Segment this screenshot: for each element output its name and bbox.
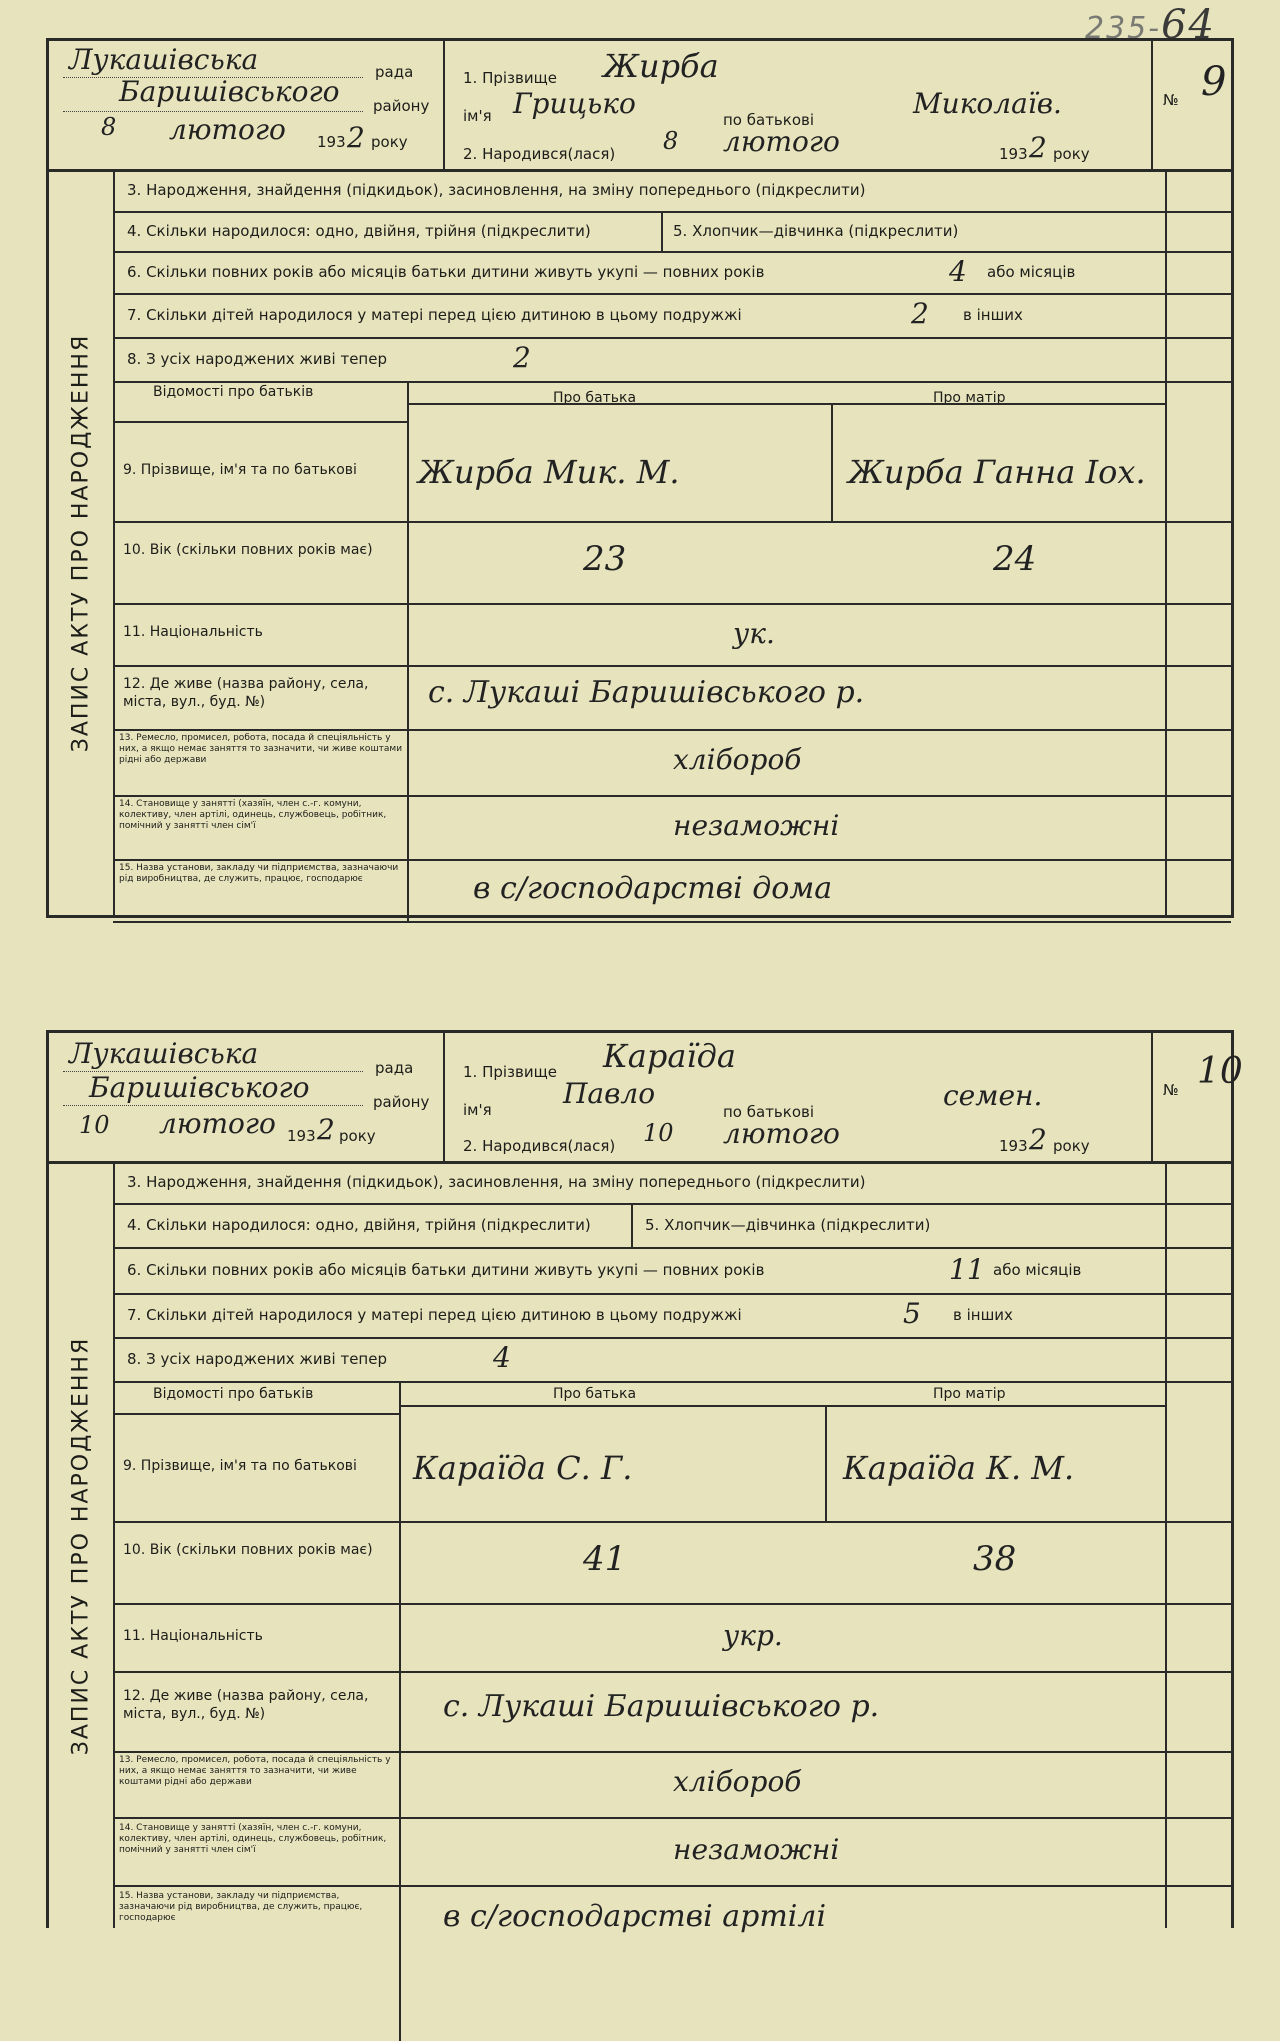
child-name: Павло [563, 1077, 656, 1110]
record-number: 9 [1201, 59, 1227, 105]
record-number: 10 [1197, 1051, 1243, 1092]
rayon-name: Баришівського [119, 75, 340, 108]
child-surname: Жирба [603, 47, 719, 85]
child-name: Грицько [513, 87, 636, 120]
rada-name: Лукашівська [69, 1037, 259, 1070]
rayon-name: Баришівського [89, 1071, 310, 1104]
record-header: Лукашівська рада Баришівського району 8 лютого 193 2 року 1. Прізвище Жирба ім'я Грицько по батькові Миколаїв. 2. Народився(лася) 8 лютого 193 2 року № 9 [49, 41, 1231, 172]
rada-name: Лукашівська [69, 43, 259, 76]
child-surname: Караїда [603, 1037, 736, 1075]
side-label: ЗАПИС АКТУ ПРО НАРОДЖЕННЯ [49, 1163, 115, 1928]
birth-record-1: Лукашівська рада Баришівського району 8 лютого 193 2 року 1. Прізвище Жирба ім'я Грицько по батькові Миколаїв. 2. Народився(лася) 8 лютого 193 2 року № 9 ЗАПИС АКТУ ПРО НАРОДЖЕННЯ 3. Народження, знайдення (підкидьок), засиновлення, на зміну попереднього (підкреслити) 4. Скільки народилося: одно, двійня, трійня (підкреслити) 5. Хлопчик—дівчинка (підкреслити) 6. Скільки повних років або місяців батьки дитини живуть укупі — повних років 4 або місяців 7. Скільки дітей народилося у матері перед цією дитиною в цьому подружжі 2 в інших 8. З усіх народжених живі тепер 2 Відомості про батьків Про батька Про матір 9. Прізвище, ім'я та по батькові Жирба Мик. М. Жирба Ганна Іох. 10. Вік (скільки повних років має) 23 24 11. Національність ук. 12. Де живе (назва району, села, міста, вул., буд. №) с. Лукаші Баришівського р. 13. Ремесло, промисел, робота, посада й спеціяльність у них, а якщо немає заняття то зазначити, чи живе коштами рідні або держави хлібороб 14. Становище у занятті (хазяїн, член с.-г. комуни, колективу, член артілі, одинець, службовець, робітник, помічний у занятті член сім'ї незаможні 15. Назва установи, закладу чи підприємства, зазначаючи рід виробництва, де служить, працює, господарює в с/господарстві дома [46, 38, 1234, 918]
child-patronymic: семен. [943, 1079, 1043, 1112]
record-header: Лукашівська рада Баришівського району 10 лютого 193 2 року 1. Прізвище Караїда ім'я Павло по батькові семен. 2. Народився(лася) 10 лютого 193 2 року № 10 [49, 1033, 1231, 1164]
page-number: 235-64 [1085, 2, 1216, 48]
birth-record-2: Лукашівська рада Баришівського району 10 лютого 193 2 року 1. Прізвище Караїда ім'я Павло по батькові семен. 2. Народився(лася) 10 лютого 193 2 року № 10 ЗАПИС АКТУ ПРО НАРОДЖЕННЯ 3. Народження, знайдення (підкидьок), засиновлення, на зміну попереднього (підкреслити) 4. Скільки народилося: одно, двійня, трійня (підкреслити) 5. Хлопчик—дівчинка (підкреслити) 6. Скільки повних років або місяців батьки дитини живуть укупі — повних років 11 або місяців 7. Скільки дітей народилося у матері перед цією дитиною в цьому подружжі 5 в інших 8. З усіх народжених живі тепер 4 Відомості про батьків Про батька Про матір 9. Прізвище, ім'я та по батькові Караїда С. Г. Караїда К. М. 10. Вік (скільки повних років має) 41 38 11. Національність укр. 12. Де живе (назва району, села, міста, вул., буд. №) с. Лукаші Баришівського р. 13. Ремесло, промисел, робота, посада й спеціяльність у них, а якщо немає заняття то зазначити, чи живе коштами рідні або держави хлібороб 14. Становище у занятті (хазяїн, член с.-г. комуни, колективу, член артілі, одинець, службовець, робітник, помічний у занятті член сім'ї незаможні 15. Назва установи, закладу чи підприємства, зазначаючи рід виробництва, де служить, працює, господарює в с/господарстві артілі [46, 1030, 1234, 1928]
side-label: ЗАПИС АКТУ ПРО НАРОДЖЕННЯ [49, 171, 115, 915]
child-patronymic: Миколаїв. [913, 87, 1062, 120]
